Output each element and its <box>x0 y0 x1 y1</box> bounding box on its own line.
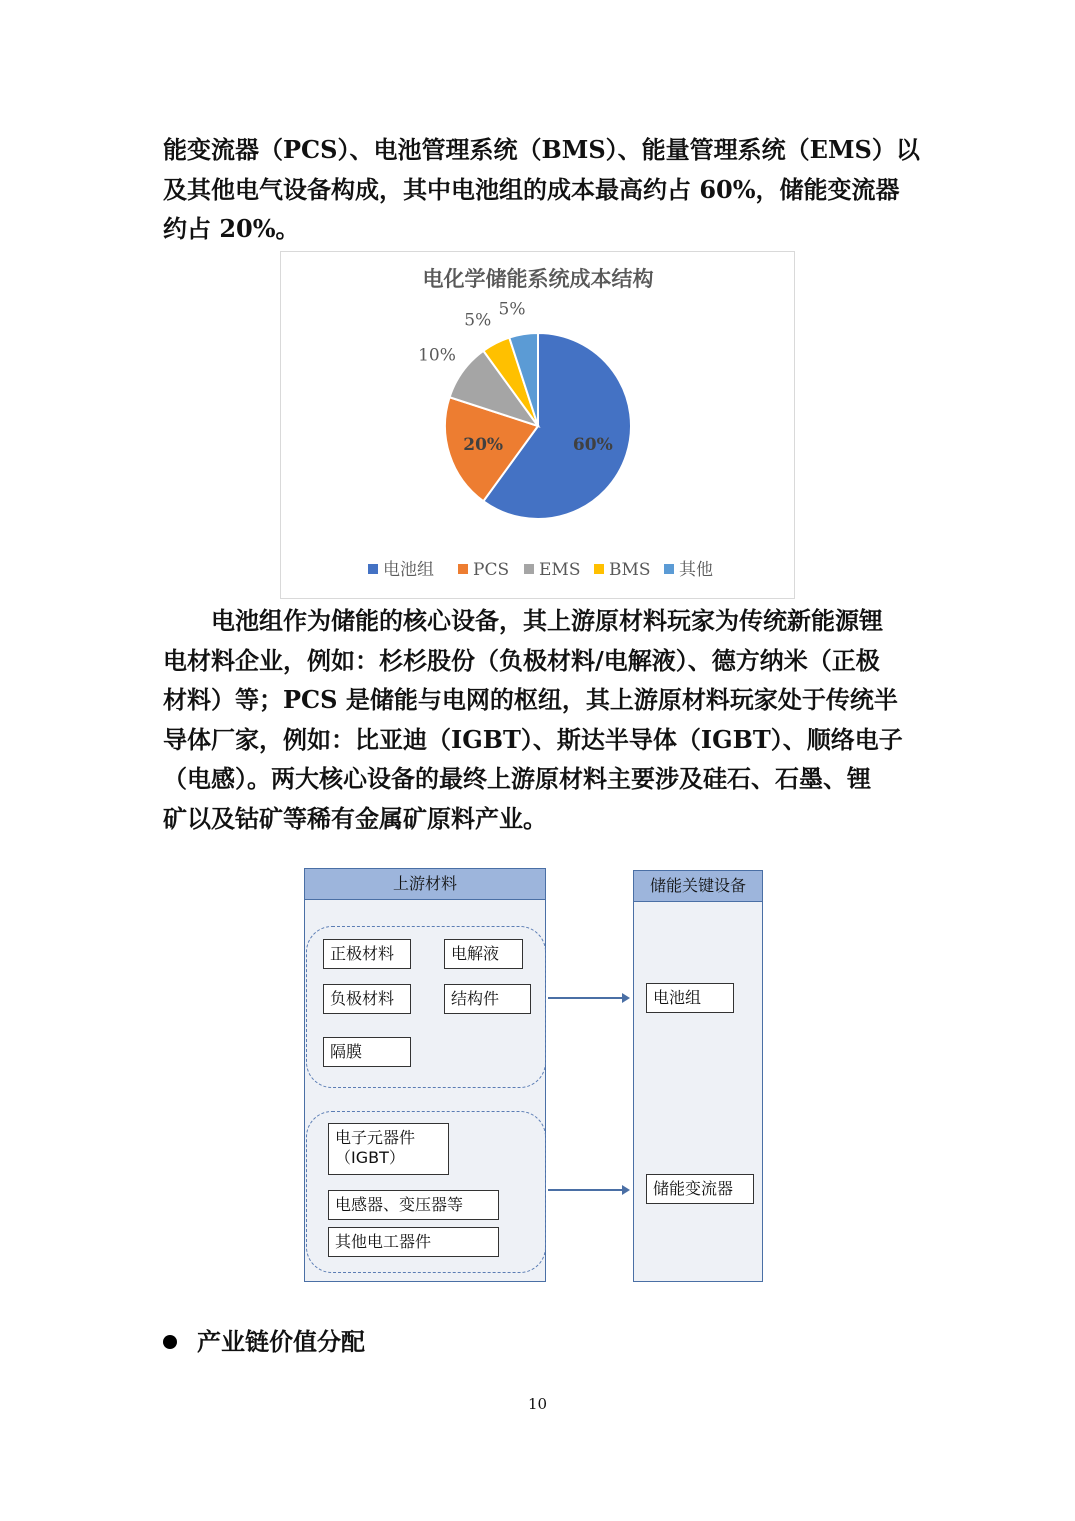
legend-swatch <box>458 564 468 574</box>
paragraph-line: 矿以及钴矿等稀有金属矿原料产业。 <box>163 803 547 833</box>
node-structural: 结构件 <box>444 984 531 1014</box>
key-equipment-header: 储能关键设备 <box>634 871 762 902</box>
node-electronics <box>328 1123 449 1175</box>
node-other-electrical: 其他电工器件 <box>328 1227 499 1257</box>
paragraph-mid <box>163 601 913 838</box>
page-number: 10 <box>527 1395 548 1413</box>
key-equipment-column <box>633 870 763 1282</box>
node-electronics-sub: （IGBT） <box>335 1148 405 1167</box>
node-electrolyte: 电解液 <box>444 939 523 969</box>
legend-swatch <box>594 564 604 574</box>
node-cathode: 正极材料 <box>323 939 411 969</box>
legend-swatch <box>664 564 674 574</box>
node-inductors: 电感器、变压器等 <box>328 1190 499 1220</box>
node-electronics-label: 电子元器件 <box>335 1128 416 1147</box>
legend-swatch <box>524 564 534 574</box>
legend-swatch <box>368 564 378 574</box>
pie-chart-container <box>280 251 795 599</box>
node-battery-pack: 电池组 <box>646 983 734 1013</box>
paragraph-line: 导体厂家，例如：比亚迪（IGBT）、斯达半导体（IGBT）、顺络电子 <box>163 724 903 754</box>
pie-data-label: 60% <box>572 434 613 455</box>
section-heading-text: 产业链价值分配 <box>197 1327 365 1356</box>
node-pcs: 储能变流器 <box>646 1174 754 1204</box>
node-anode: 负极材料 <box>323 984 411 1014</box>
paragraph-line: 材料）等；PCS 是储能与电网的枢纽，其上游原材料玩家处于传统半 <box>163 685 898 714</box>
bullet-icon <box>163 1335 177 1349</box>
legend-label: PCS <box>473 560 510 580</box>
chart-title: 电化学储能系统成本结构 <box>422 266 654 291</box>
section-heading <box>163 1322 365 1357</box>
paragraph-line: 能变流器（PCS）、电池管理系统（BMS）、能量管理系统（EMS）以 <box>163 135 920 164</box>
supply-chain-diagram <box>300 866 770 1286</box>
legend-label: 其他 <box>679 560 713 580</box>
paragraph-line: 及其他电气设备构成，其中电池组的成本最高约占 60%，储能变流器 <box>163 174 900 204</box>
pie-data-label: 5% <box>464 310 492 331</box>
pie-data-label: 5% <box>498 299 526 320</box>
upstream-materials-header: 上游材料 <box>305 869 545 900</box>
legend-label: EMS <box>539 560 581 580</box>
arrow-to-pcs <box>548 1189 628 1191</box>
legend-label: BMS <box>609 560 651 580</box>
paragraph-line: （电感）。两大核心设备的最终上游原材料主要涉及硅石、石墨、锂 <box>163 764 871 793</box>
paragraph-top <box>163 130 920 249</box>
pie-data-label: 10% <box>418 345 456 366</box>
pie-chart <box>281 252 796 600</box>
arrow-to-battery <box>548 997 628 999</box>
paragraph-line: 约占 20%。 <box>163 214 300 243</box>
legend-label: 电池组 <box>383 560 434 580</box>
node-separator: 隔膜 <box>323 1037 411 1067</box>
pie-data-label: 20% <box>463 434 504 455</box>
paragraph-line: 电材料企业，例如：杉杉股份（负极材料/电解液）、德方纳米（正极 <box>163 645 880 675</box>
paragraph-line: 电池组作为储能的核心设备，其上游原材料玩家为传统新能源锂 <box>211 606 883 635</box>
